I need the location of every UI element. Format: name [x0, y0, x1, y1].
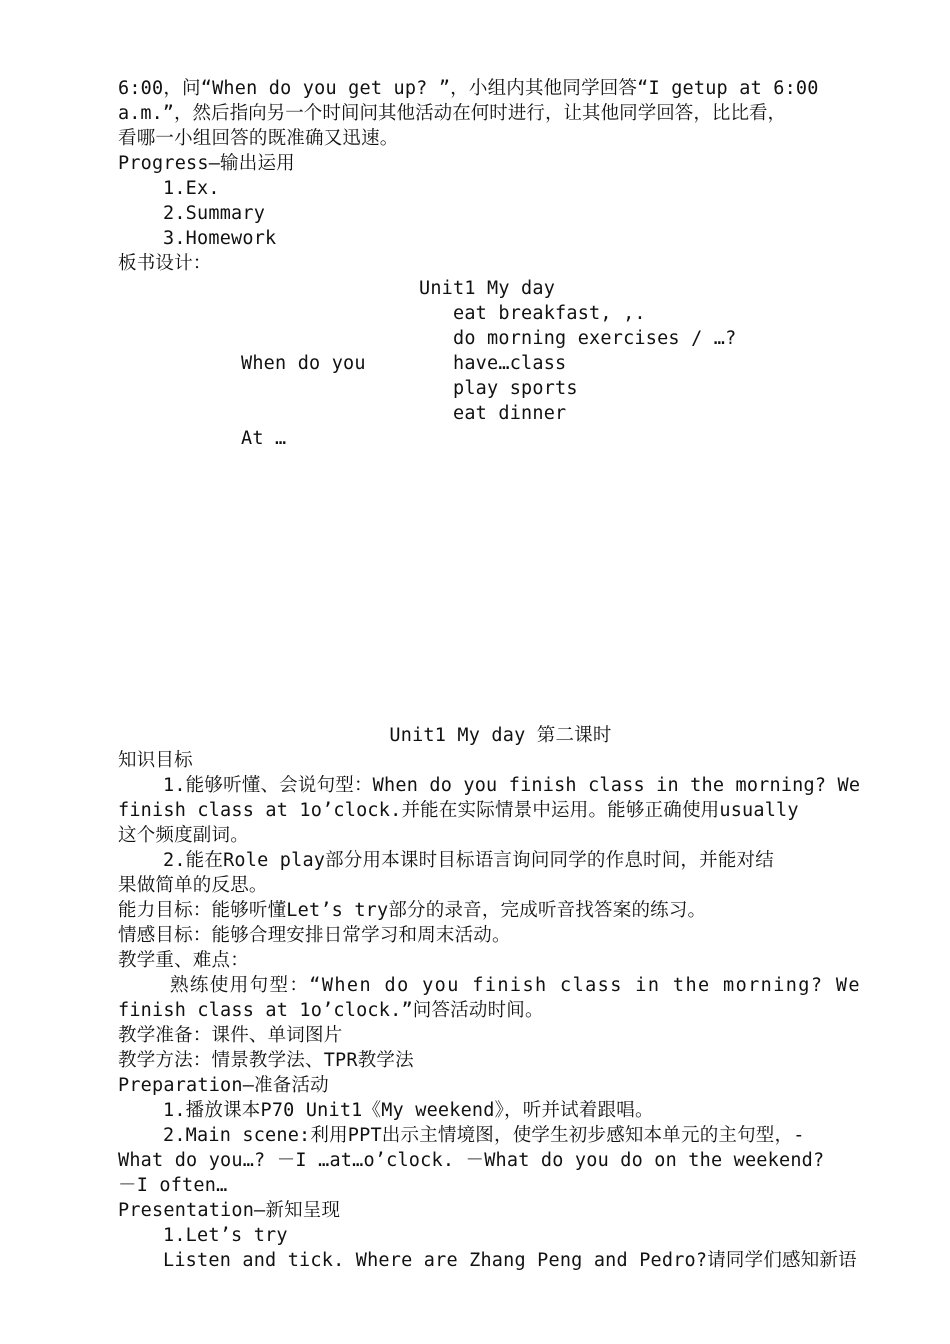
board-line: have…class	[453, 353, 567, 374]
paragraph-line: 果做简单的反思。	[118, 875, 268, 896]
text-line: 6:00，问“When do you get up? ”，小组内其他同学回答“I getup at 6:00	[118, 78, 819, 99]
paragraph-line: 1.播放课本P70 Unit1《My weekend》，听并试着跟唱。	[163, 1100, 654, 1121]
section-heading: Preparation—准备活动	[118, 1075, 329, 1096]
paragraph-line: 2.能在Role play部分用本课时目标语言询问同学的作息时间，并能对结	[163, 850, 774, 871]
paragraph-line	[163, 773, 883, 798]
section-heading: Presentation—新知呈现	[118, 1200, 341, 1221]
paragraph-line: 能力目标：能够听懂Let’s try部分的录音，完成听音找答案的练习。	[118, 900, 707, 921]
paragraph-line: －I often…	[118, 1175, 228, 1196]
paragraph-line: What do you…? －I …at…o’clock. －What do you do on the weekend?	[118, 1150, 825, 1171]
board-line: eat dinner	[453, 403, 567, 424]
paragraph-line: Listen and tick. Where are Zhang Peng and Pedro?请同学们感知新语	[163, 1250, 857, 1271]
list-item: 3.Homework	[163, 228, 277, 249]
paragraph-line: 2.Main scene:利用PPT出示主情境图，使学生初步感知本单元的主句型，-	[163, 1125, 805, 1146]
section-heading: Progress—输出运用	[118, 153, 295, 174]
section-heading: 板书设计：	[118, 253, 212, 274]
paragraph-line: 教学方法：情景教学法、TPR教学法	[118, 1050, 414, 1071]
paragraph-line: 看哪一小组回答的既准确又迅速。	[118, 128, 399, 149]
paragraph-line: 教学准备：课件、单词图片	[118, 1025, 343, 1046]
paragraph-line: finish class at 1o’clock.并能在实际情景中运用。能够正确使用usually	[118, 800, 799, 821]
list-item: 2.Summary	[163, 203, 266, 224]
board-when-label: When do you	[241, 353, 366, 374]
board-line: eat breakfast, ,.	[453, 303, 646, 324]
paragraph-line: a.m.”，然后指向另一个时间问其他活动在何时进行，让其他同学回答，比比看，	[118, 103, 787, 124]
board-title: Unit1 My day	[419, 278, 556, 299]
section-heading: 教学重、难点：	[118, 950, 249, 971]
lesson-title: Unit1 My day 第二课时	[389, 725, 612, 746]
paragraph-line: finish class at 1o’clock.”问答活动时间。	[118, 1000, 544, 1021]
paragraph-line: 这个频度副词。	[118, 825, 249, 846]
paragraph-line: 熟练使用句型：“When do you finish class in the morning? We	[170, 975, 861, 996]
text-line: 1.能够听懂、会说句型：When do you finish class in the morning? We	[163, 775, 861, 796]
board-line: play sports	[453, 378, 578, 399]
list-item: 1.Ex.	[163, 178, 220, 199]
board-at-label: At …	[241, 428, 287, 449]
board-line: do morning exercises / …?	[453, 328, 737, 349]
paragraph-line: 情感目标：能够合理安排日常学习和周末活动。	[118, 925, 511, 946]
list-item: 1.Let’s try	[163, 1225, 288, 1246]
section-heading: 知识目标	[118, 750, 193, 771]
paragraph-line	[118, 76, 883, 101]
